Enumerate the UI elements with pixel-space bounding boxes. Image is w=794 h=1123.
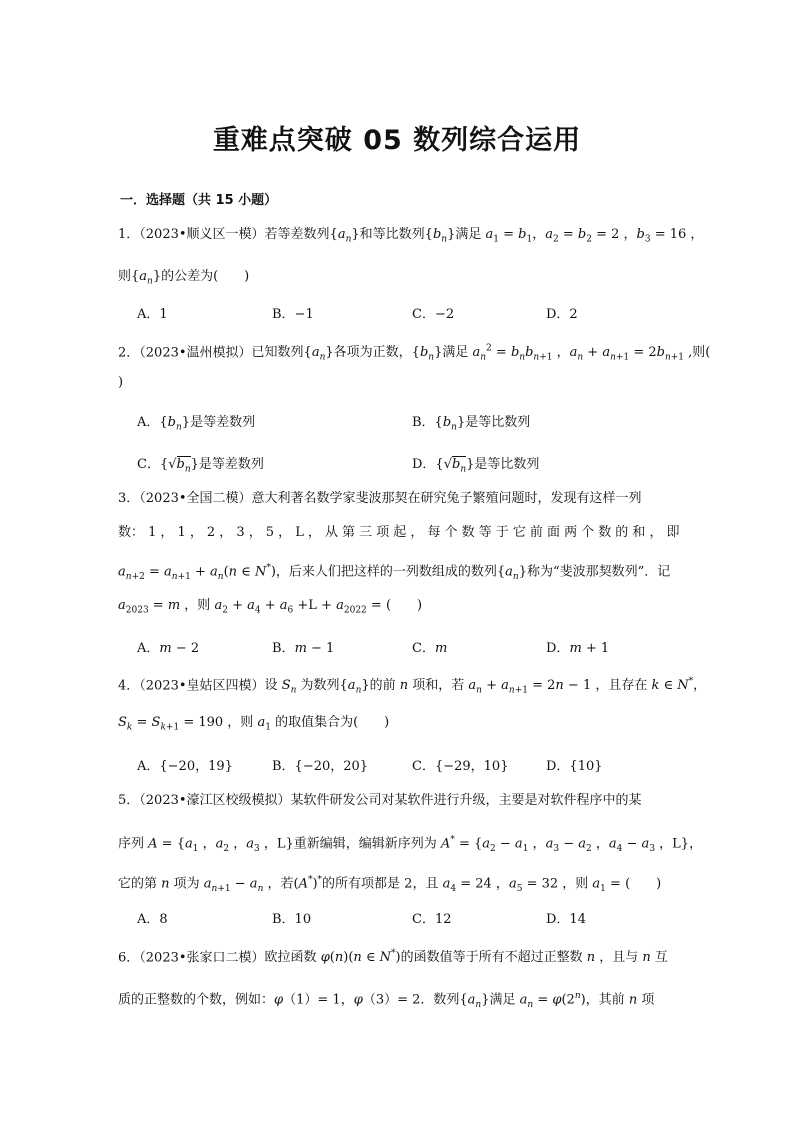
question-text: 已知数列$\{a_n\}$各项为正数，$\{b_n\}$满足 $a_n^2 = b_nb_{n+1}$ ，$a_n + a_{n+1} = 2b_{n+1}$ ,则( xyxy=(251,344,711,363)
question-2-line-1 xyxy=(118,340,710,367)
question-5-line-1 xyxy=(118,792,642,810)
question-3-line-4: $a_{2023} = m$ ，则 $a_2 + a_4 + a_6 +L + a_{2022}$ = ( ) xyxy=(118,598,423,616)
question-5-line-3: 它的第 n 项为 $a_{n+1} - a_n$ ，若(A*)*的所有项都是 2，且 $a_4 = 24$ ，$a_5 = 32$ ，则 $a_1$ = ( ) xyxy=(118,875,662,894)
question-number: 6． xyxy=(118,950,140,966)
question-4-line-2: $S_k = S_{k+1} = 190$ ，则 $a_1$ 的取值集合为( ) xyxy=(118,715,390,733)
option-b: B．{−20，20} xyxy=(272,759,369,774)
option-c: C．12 xyxy=(412,912,452,927)
question-4-line-1 xyxy=(118,673,706,700)
option-d: D．2 xyxy=(546,307,578,322)
option-d: D．$\{√b_n\}$是等比数列 xyxy=(412,457,540,475)
section-heading: 一．选择题（共 15 小题） xyxy=(120,193,278,208)
question-6-line-1 xyxy=(118,945,668,967)
option-b: B．m − 1 xyxy=(272,641,335,656)
question-text: 某软件研发公司对某软件进行升级，主要是对软件程序中的某 xyxy=(290,793,642,808)
question-source: （2023•张家口二模） xyxy=(139,950,265,966)
option-b: B．−1 xyxy=(272,307,314,322)
question-text: 若等差数列$\{a_n\}$和等比数列$\{b_n\}$满足 $a_1 = b_1$，$a_2 = b_2 = 2$ ，$b_3 = 16$ ， xyxy=(264,227,704,245)
question-source: （2023•温州模拟） xyxy=(139,345,252,361)
question-2-line-2: ) xyxy=(118,375,124,390)
question-text: 欧拉函数 φ(n)(n ∈ N*)的函数值等于所有不超过正整数 n ，且与 n 互 xyxy=(264,949,668,966)
option-c: C．$\{√b_n\}$是等差数列 xyxy=(137,457,264,475)
option-c: C．{−29，10} xyxy=(412,759,509,774)
question-source: （2023•全国二模） xyxy=(139,491,252,506)
option-b: B．$\{b_n\}$是等比数列 xyxy=(412,415,531,433)
option-a: A．m − 2 xyxy=(137,641,200,656)
question-3-line-1 xyxy=(118,490,642,508)
question-6-line-2: 质的正整数的个数，例如：φ（1）= 1，φ（3）= 2．数列$\{a_n\}$满足 $a_n = \varphi(2^n)$，其前 n 项 xyxy=(118,991,655,1010)
question-1-line-2: 则$\{a_n\}$的公差为( ) xyxy=(118,269,250,287)
option-a: A．8 xyxy=(137,912,168,927)
page-title: 重难点突破 05 数列综合运用 xyxy=(212,125,582,156)
option-c: C．m xyxy=(412,641,448,656)
option-b: B．10 xyxy=(272,912,312,927)
option-c: C．−2 xyxy=(412,307,455,322)
question-3-line-3: $a_{n+2} = a_{n+1} + a_n(n$ ∈ N*)，后来人们把这样的一列数组成的数列$\{a_n\}$称为“斐波那契数列”．记 xyxy=(118,563,671,582)
option-d: D．{10} xyxy=(546,759,603,774)
option-a: A．{−20，19} xyxy=(137,759,233,774)
question-text: 意大利著名数学家斐波那契在研究兔子繁殖问题时，发现有这样一列 xyxy=(251,491,642,506)
question-number: 5． xyxy=(118,793,140,808)
question-number: 4． xyxy=(118,678,140,694)
option-a: A．$\{b_n\}$是等差数列 xyxy=(137,415,256,433)
question-number: 3． xyxy=(118,491,140,506)
question-number: 1． xyxy=(118,227,140,242)
question-text: 设 $S_n$ 为数列$\{a_n\}$的前 n 项和，若 $a_n + a_{n+1} = 2n - 1$ ，且存在 k ∈ N*， xyxy=(264,677,707,696)
question-5-line-2: 序列 $A = \{a_1$ ，$a_2$ ，$a_3$ ，L}重新编辑，编辑新序列为 $A^* = \{a_2 - a_1$ ，$a_3 - a_2$ ，$a_4 - a_3$ ，L}， xyxy=(118,835,703,854)
option-d: D．14 xyxy=(546,912,586,927)
question-1-line-1 xyxy=(118,226,703,249)
question-source: （2023•顺义区一模） xyxy=(139,227,265,242)
question-source: （2023•皇姑区四模） xyxy=(139,678,265,694)
option-a: A．1 xyxy=(137,307,168,322)
question-number: 2． xyxy=(118,345,140,361)
question-3-line-2: 数： 1 ， 1 ， 2 ， 3 ， 5 ， L ， 从 第 三 项 起 ， 每 个 数 等 于 它 前 面 两 个 数 的 和 ， 即 xyxy=(118,525,680,540)
question-source: （2023•濠江区校级模拟） xyxy=(139,793,291,808)
option-d: D．m + 1 xyxy=(546,641,610,656)
